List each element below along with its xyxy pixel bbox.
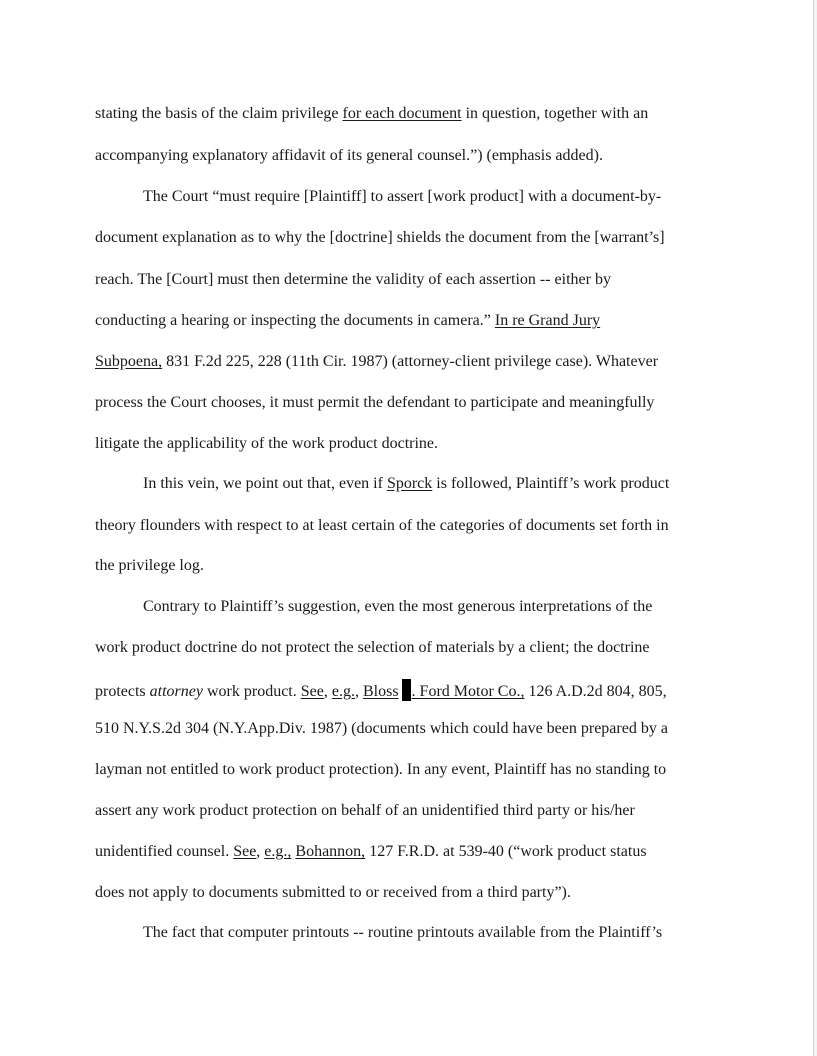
text-line-1 — [95, 104, 648, 124]
text-line-10 — [143, 474, 669, 494]
text-line-9: litigate the applicability of the work product doctrine. — [95, 435, 439, 452]
text-line-20: does not apply to documents submitted to or received from a third party”). — [95, 884, 571, 901]
text-line-8: process the Court chooses, it must permit the defendant to participate and meaningfully — [95, 394, 655, 411]
signal-eg: e.g., — [264, 843, 292, 860]
text-line-15 — [95, 679, 667, 702]
signal-eg: e.g. — [331, 683, 355, 700]
text: conducting a hearing or inspecting the documents in camera.” — [95, 312, 495, 329]
text-line-14: work product doctrine do not protect the selection of materials by a client; the doctrine — [95, 639, 650, 656]
text-line-3: The Court “must require [Plaintiff] to assert [work product] with a document-by- — [143, 188, 662, 205]
text: , — [354, 683, 363, 700]
text-line-2: accompanying explanatory affidavit of its general counsel.”) (emphasis added). — [95, 147, 603, 164]
text: is followed, Plaintiff’s work product — [432, 475, 670, 492]
text: 127 F.R.D. at 539-40 (“work product status — [365, 843, 647, 860]
text: In this vein, we point out that, even if — [143, 475, 387, 492]
emphasis-italic: attorney — [149, 683, 203, 700]
case-citation: Subpoena, — [95, 353, 163, 370]
text: protects — [95, 683, 150, 700]
text-line-17: layman not entitled to work product protection). In any event, Plaintiff has no standing to — [95, 761, 667, 778]
text-line-18: assert any work product protection on behalf of an unidentified third party or his/her — [95, 802, 635, 819]
page-edge-line — [813, 0, 814, 1056]
text: work product. — [202, 683, 301, 700]
text-line-5: reach. The [Court] must then determine the validity of each assertion -- either by — [95, 271, 611, 288]
text-line-11: theory flounders with respect to at least certain of the categories of documents set forth in — [95, 517, 669, 534]
text-line-4: document explanation as to why the [doctrine] shields the document from the [warrant’s] — [95, 229, 665, 246]
text: , — [256, 843, 265, 860]
text-line-21: The fact that computer printouts -- routine printouts available from the Plaintiff’s — [143, 924, 663, 941]
signal-see: See — [233, 843, 257, 860]
redaction-block — [402, 679, 411, 701]
text: unidentified counsel. — [95, 843, 234, 860]
text-line-7 — [95, 352, 658, 372]
emphasis-underline: for each document — [342, 105, 462, 122]
case-citation: Bloss — [362, 683, 399, 700]
text: , — [323, 683, 332, 700]
case-citation: . Ford Motor Co., — [411, 683, 525, 700]
text-line-6 — [95, 311, 600, 331]
text: in question, together with an — [461, 105, 649, 122]
case-citation: Bohannon, — [295, 843, 366, 860]
case-citation: In re Grand Jury — [494, 312, 601, 329]
case-citation: Sporck — [386, 475, 433, 492]
signal-see: See — [300, 683, 324, 700]
text: stating the basis of the claim privilege — [95, 105, 343, 122]
text-line-13: Contrary to Plaintiff’s suggestion, even the most generous interpretations of the — [143, 598, 653, 615]
text-line-16: 510 N.Y.S.2d 304 (N.Y.App.Div. 1987) (documents which could have been prepared by a — [95, 720, 668, 737]
text-line-19 — [95, 842, 647, 862]
text: 126 A.D.2d 804, 805, — [524, 683, 667, 700]
text-line-12: the privilege log. — [95, 557, 204, 574]
text: 831 F.2d 225, 228 (11th Cir. 1987) (attorney-client privilege case). Whatever — [162, 353, 659, 370]
